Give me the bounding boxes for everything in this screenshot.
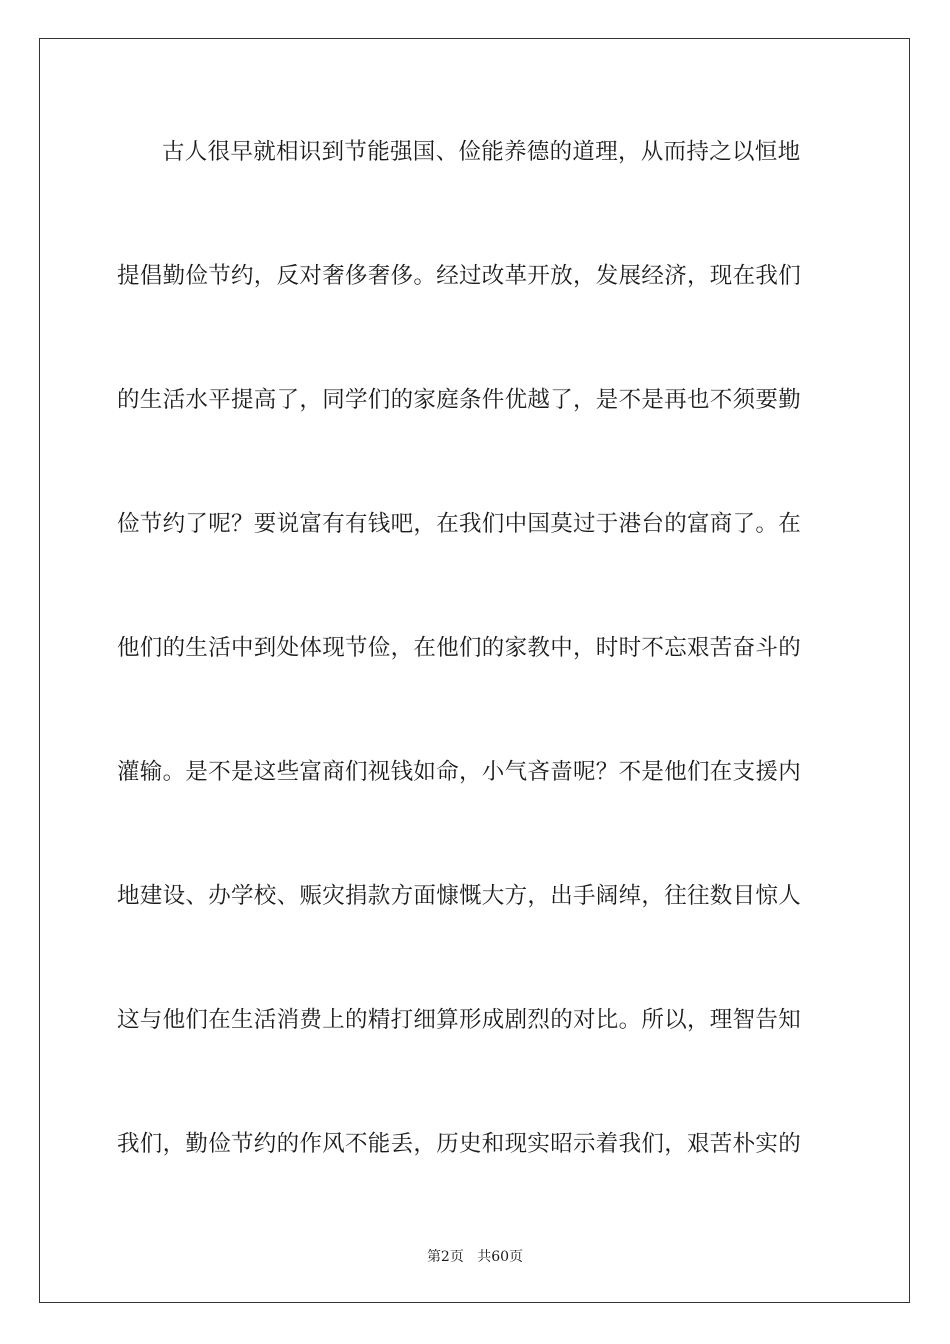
body-text-line: 俭节约了呢？要说富有有钱吧，在我们中国莫过于港台的富商了。在 [117, 511, 802, 537]
page-number: 第2页 [426, 1249, 464, 1265]
page-footer [0, 1248, 950, 1266]
body-text-line: 这与他们在生活消费上的精打细算形成剧烈的对比。所以，理智告知 [117, 1007, 802, 1033]
body-text-line: 我们，勤俭节约的作风不能丢，历史和现实昭示着我们，艰苦朴实的 [117, 1131, 802, 1157]
body-text-line: 古人很早就相识到节能强国、俭能养德的道理，从而持之以恒地 [162, 139, 801, 165]
page-border [39, 38, 910, 1303]
body-text-line: 他们的生活中到处体现节俭，在他们的家教中，时时不忘艰苦奋斗的 [117, 635, 802, 661]
body-text-line: 提倡勤俭节约，反对奢侈奢侈。经过改革开放，发展经济，现在我们 [117, 263, 802, 289]
body-text-line: 地建设、办学校、赈灾捐款方面慷慨大方，出手阔绰，往往数目惊人 [117, 883, 802, 909]
body-text-line: 灌输。是不是这些富商们视钱如命，小气吝啬呢？不是他们在支援内 [117, 759, 802, 785]
body-text-line: 的生活水平提高了，同学们的家庭条件优越了，是不是再也不须要勤 [117, 387, 802, 413]
page-total: 共60页 [477, 1249, 524, 1265]
